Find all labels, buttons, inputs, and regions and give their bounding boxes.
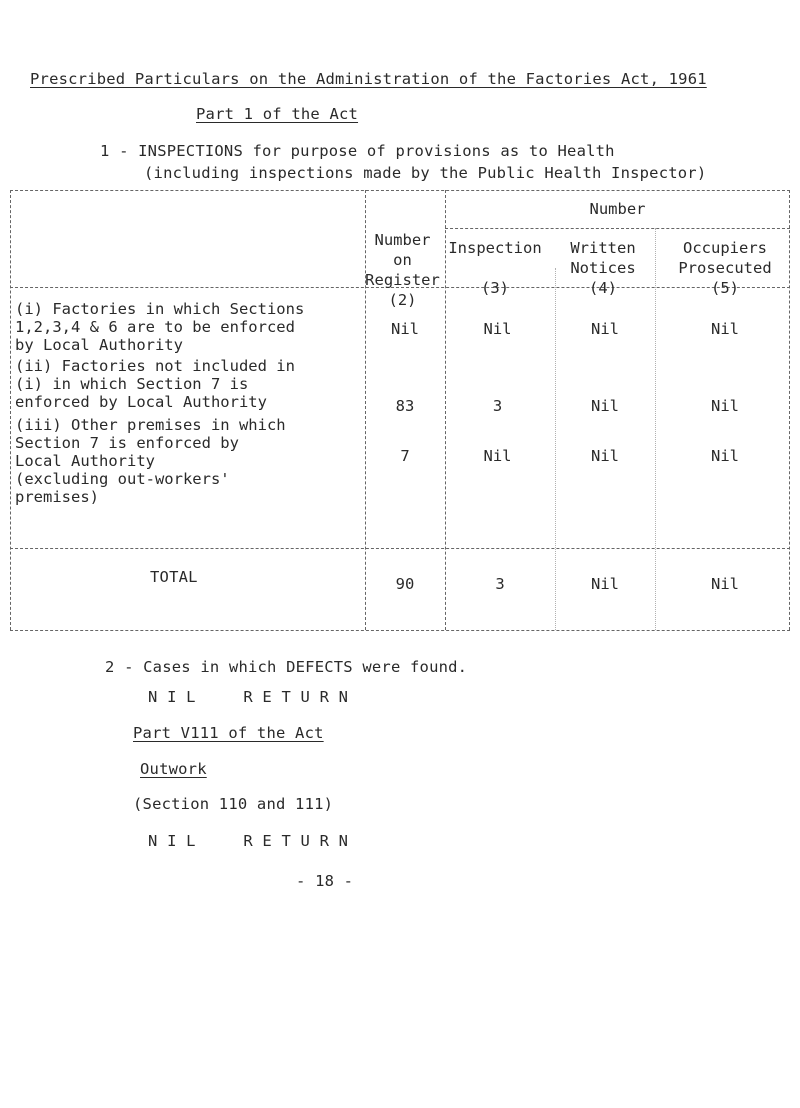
section1-heading: 1 - INSPECTIONS for purpose of provisions as to Health [100, 142, 615, 160]
cell-prosecuted: Nil [711, 447, 739, 465]
table-row-label: (iii) Other premises in which Section 7 is enforced by Local Authority (excluding out-workers' premises) [15, 416, 286, 506]
total-notices: Nil [591, 575, 619, 593]
cell-notices: Nil [591, 447, 619, 465]
cell-register: 83 [395, 397, 415, 415]
part-heading: Part 1 of the Act [196, 105, 359, 123]
section2-heading: 2 - Cases in which DEFECTS were found. [105, 658, 468, 676]
cell-prosecuted: Nil [711, 397, 739, 415]
cell-notices: Nil [591, 397, 619, 415]
total-register: 90 [395, 575, 415, 593]
table-row-label: (ii) Factories not included in (i) in which Section 7 is enforced by Local Authority [15, 357, 295, 411]
cell-prosecuted: Nil [711, 320, 739, 338]
total-inspection: 3 [495, 575, 505, 593]
part8-heading: Part V111 of the Act [133, 724, 324, 742]
part8-nil-return: N I L R E T U R N [148, 832, 349, 850]
section1-subheading: (including inspections made by the Public Health Inspector) [144, 164, 707, 182]
total-prosecuted: Nil [711, 575, 739, 593]
header-inspection: Inspection (3) [448, 239, 542, 297]
document-title: Prescribed Particulars on the Administration of the Factories Act, 1961 [30, 70, 707, 88]
total-label: TOTAL [150, 568, 198, 586]
cell-inspection: Nil [483, 320, 512, 338]
cell-register: Nil [391, 320, 419, 338]
header-written-notices: Written Notices (4) [570, 239, 636, 297]
page-number: - 18 - [296, 872, 354, 890]
outwork-heading: Outwork [140, 760, 207, 778]
cell-register: 7 [400, 447, 410, 465]
section-reference: (Section 110 and 111) [133, 795, 334, 813]
section2-nil-return: N I L R E T U R N [148, 688, 349, 706]
cell-inspection: 3 [492, 397, 503, 415]
header-number-group: Number [589, 200, 646, 218]
cell-inspection: Nil [483, 447, 512, 465]
header-occupiers-prosecuted: Occupiers Prosecuted (5) [678, 239, 772, 297]
cell-notices: Nil [591, 320, 619, 338]
table-row-label: (i) Factories in which Sections 1,2,3,4 & 6 are to be enforced by Local Authority [15, 300, 305, 354]
header-number-on-register: Number on Register (2) [365, 231, 440, 309]
